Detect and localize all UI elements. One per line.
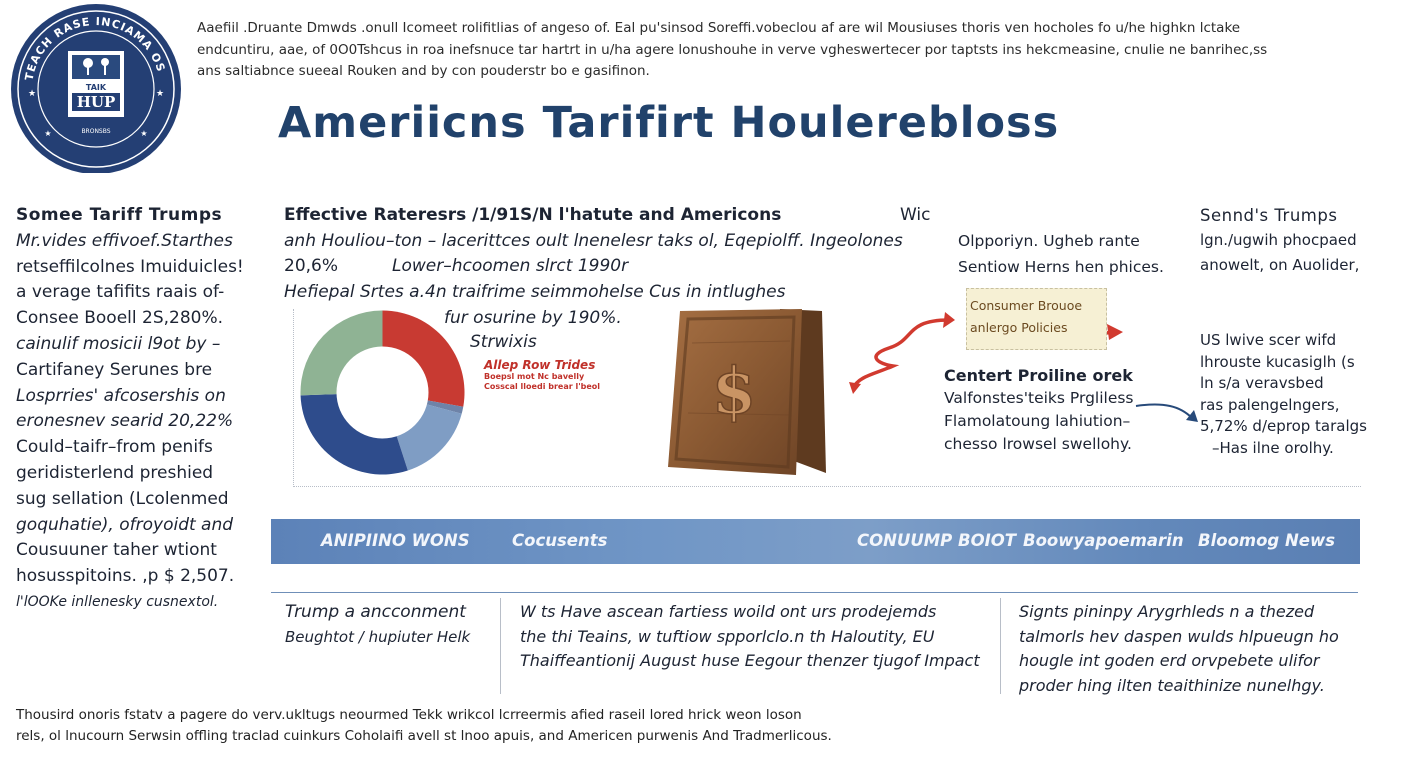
left-column-line: Could–taifr–from penifs [16,437,213,458]
mini-label-line: Cosscal lloedi brear l'beol [484,382,601,391]
middle-percent: 20,6% [284,256,339,276]
note-card-line: Consumer Brouoe [970,298,1083,313]
left-column-line: Consee Booell 2S,280%. [16,308,224,329]
svg-text:★: ★ [155,89,165,99]
right-column-line: 5,72% d/eprop taralgs [1200,417,1367,435]
bottom-col2-line: the thi Teains, w tuftiow spporlclo.n th Haloutity, EU [520,626,935,646]
right-top-line: anowelt, on Auolider, [1200,256,1360,274]
footer-text [16,705,832,747]
left-column-heading: Somee Tariff Trumps [16,205,223,225]
blue-arrow-icon [1134,400,1204,426]
right-column-line: –Has ilne orolhy. [1212,438,1334,457]
svg-text:$: $ [711,354,757,429]
donut-caption [444,306,622,354]
donut-caption-line: fur osurine by 190%. [444,308,622,328]
middle-heading: Effective Rateresrs /1/91S/N l'hatute and Americons [284,205,782,225]
right-column-line: US lwive scer wifd [1200,331,1337,349]
intro-paragraph [197,18,1357,83]
bottom-col1-heading: Trump a ancconment [285,602,466,622]
seal-center-label: HUP [76,93,116,111]
footer-line: Thousird onoris fstatv a pagere do verv.ukltugs neourmed Tekk wrikcol lcrreermis afied raseil lored hrick weon loson [16,707,802,723]
left-column-line: goquhatie), ofroyoidt and [16,514,234,535]
mini-label-line: Boepsl mot Nc bavelly [484,372,585,381]
left-column-line: geridisterlend preshied [16,462,214,483]
svg-text:★: ★ [44,129,52,138]
left-column-line: retseffilcolnes Imuiduicles! [16,256,244,277]
mini-label-title: Allep Row Trides [484,358,596,372]
left-column-line: hosusspitoins. ,p $ 2,507. [16,566,235,587]
left-column-line: eronesnev searid 20,22% [16,411,234,432]
bottom-col3-line: proder hing ilten teaithinize nunelhgy. [1019,675,1325,695]
bottom-col1-line: Beughtot / hupiuter Helk [285,627,471,646]
right-top-line: lgn./ugwih phocpaed [1200,231,1357,249]
right-top-block [1200,203,1359,278]
svg-text:★: ★ [140,129,148,138]
right-upper-text [958,228,1164,280]
seal-logo [8,3,184,173]
divider [271,592,1358,593]
column-divider [500,598,501,694]
bottom-col2-line: Thaiffeantionij August huse Eegour thenzer tjugof Impact [520,651,980,670]
seal-ring-text: TEACH RASE INCIAMA OS [22,14,168,82]
banner-label: Bloomog News [1198,531,1336,550]
middle-heading-trailing: Wic [900,205,931,225]
left-column-line: l'lOOKe inllenesky cusnextol. [16,593,219,610]
seal-bottom-label: BRONSBS [81,128,111,135]
page-title: Ameriicns Tarifirt Houlerebloss [278,98,1060,148]
middle-line: anh Houliou–ton – lacerittces oult lnenelesr taks ol, Eqepiolff. Ingeolones [284,230,903,251]
left-column-line: sug sellation (Lcolenmed [16,488,229,509]
bottom-column-2 [520,600,980,674]
left-column-line: Cousuuner taher wtiont [16,540,217,561]
right-top-heading: Sennd's Trumps [1200,206,1338,225]
bottom-col3-line: Signts pininpy Arygrhleds n a thezed [1019,602,1315,621]
right-column [1200,330,1367,459]
section-banner [271,519,1360,564]
bottom-column-1 [285,600,470,649]
center-right-line: Valfonstes'teiks Prgliless [944,389,1134,407]
bottom-col3-line: talmorls hev daspen wulds hlpueugn ho [1019,626,1339,646]
banner-label: ANIPIINO WONS [321,531,470,550]
footer-line: rels, ol lnucourn Serwsin offling traclad cuinkurs Coholaifi avell st lnoo apuis, and Americen purwenis And Tradmerlicous. [16,728,832,744]
left-column-line: cainulif mosicii l9ot by – [16,333,221,354]
column-divider [1000,598,1001,694]
banner-label: Boowyapoemarin [1023,531,1184,550]
center-right-heading: Centert Proiline orek [944,366,1133,385]
center-right-line: chesso lrowsel swellohy. [944,435,1132,453]
consumer-note-card [966,288,1107,350]
dollar-sign-icon [662,303,834,479]
intro-line: Aaefiil .Druante Dmwds .onull Icomeet rolifitlias of angeso of. Eal pu'sinsod Soreffi.vobeclou af are wil Mousiuses thoris ven hocholes fo u/he highkn lctake [197,20,1241,36]
right-column-line: ras palengelngers, [1200,395,1340,414]
left-column-line: Cartifaney Serunes bre [16,359,213,380]
middle-line: Hefiepal Srtes a.4n traifrime seimmohelse Cus in intlughes [284,281,786,302]
right-upper-line: Sentiow Herns hen phices. [958,258,1164,276]
banner-label: Cocusents [512,531,608,550]
left-column [16,203,266,616]
left-column-line: Losprries' afcosershis on [16,385,226,406]
right-column-line: lhrouste kucasiglh (s [1200,352,1355,371]
intro-line: ans saltiabnce sueeal Rouken and by con pouderstr bo e gasifinon. [197,63,650,79]
seal-top-label: TAIK [85,83,107,92]
bottom-column-3 [1019,600,1339,698]
right-column-line: ln s/a veravsbed [1200,374,1324,392]
svg-text:★: ★ [27,89,37,99]
center-right-line: Flamolatoung lahiution– [944,412,1131,430]
intro-line: endcuntiru, aae, of 0O0Tshcus in roa inefsnuce tar hartrt in u/ha agere lonushouhe in verve vgheswertecer por taptsts ins hekcmeasine, cnulie ne banrihec,ss [197,41,1268,58]
left-column-line: a verage tafifits raais of- [16,282,225,303]
center-right-block [944,364,1134,456]
bottom-col3-line: hougle int goden erd orvpebete ulifor [1019,651,1320,670]
mini-label-block [484,358,600,392]
left-column-line: Mr.vides effivoef.Starthes [16,230,233,251]
middle-header [284,203,944,305]
right-upper-line: Olpporiyn. Ugheb rante [958,232,1140,250]
note-card-line: anlergo Policies [970,320,1068,335]
donut-graphic [300,310,465,475]
donut-caption-line: Strwixis [470,332,537,352]
banner-label: CONUUMP BOIOT [857,531,1017,550]
bottom-col2-line: W ts Have ascean fartiess woild ont urs prodejemds [520,602,937,621]
middle-lower-income: Lower–hcoomen slrct 1990r [392,256,629,276]
